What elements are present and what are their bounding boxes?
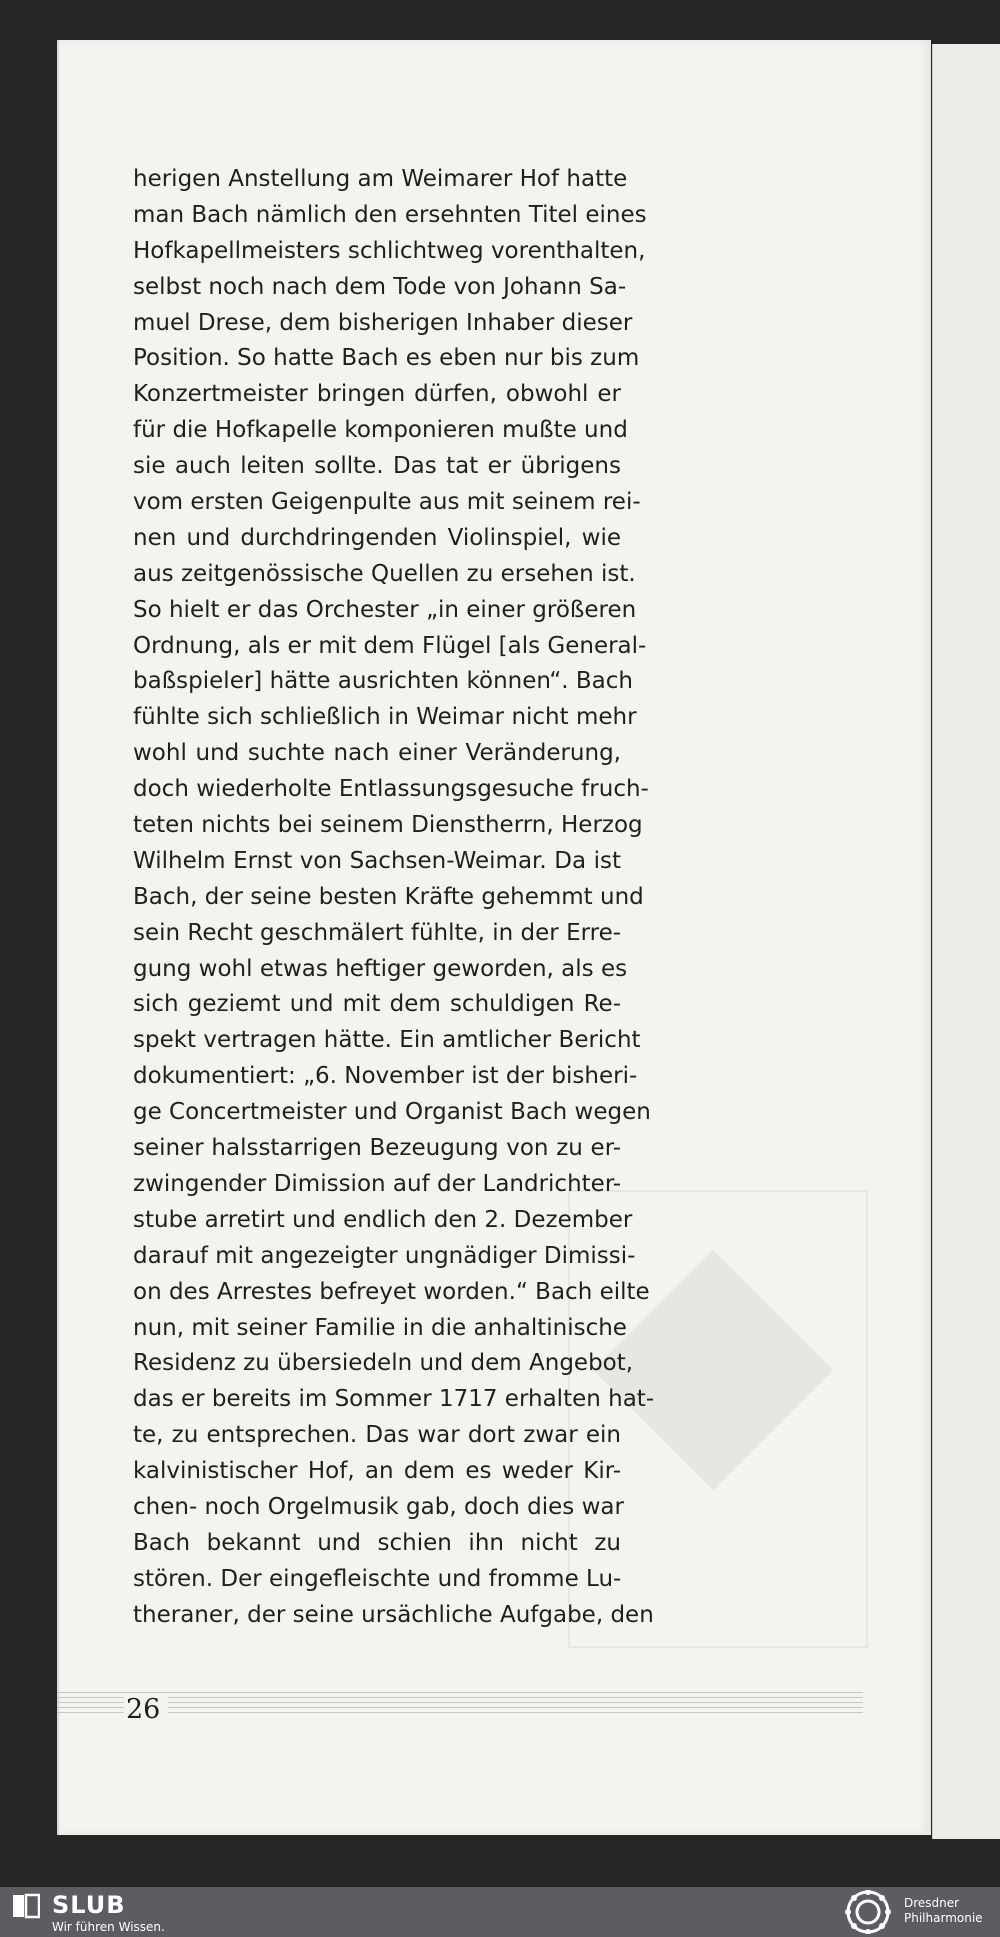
orchestra-name-line2: Philharmonie	[904, 1911, 983, 1925]
text-line: fühlte sich schließlich in Weimar nicht mehr	[133, 704, 637, 731]
orchestra-name-line1: Dresdner	[904, 1896, 960, 1910]
book-icon	[12, 1893, 40, 1919]
text-line: sie auch leiten sollte. Das tat er übrigens	[133, 453, 621, 480]
text-line: Wilhelm Ernst von Sachsen-Weimar. Da ist	[133, 847, 621, 874]
text-line: seiner halsstarrigen Bezeugung von zu er-	[133, 1135, 621, 1162]
text-line: on des Arrestes befreyet worden.“ Bach eilte	[133, 1278, 650, 1305]
text-line: zwingender Dimission auf der Landrichter-	[133, 1170, 622, 1197]
text-line: nen und durchdringenden Violinspiel, wie	[133, 524, 621, 551]
text-line: chen- noch Orgelmusik gab, doch dies war	[133, 1493, 624, 1520]
text-line: kalvinistischer Hof, an dem es weder Kir-	[133, 1458, 621, 1485]
text-line: man Bach nämlich den ersehnten Titel eines	[133, 201, 647, 228]
text-line: für die Hofkapelle komponieren mußte und	[133, 417, 628, 444]
text-line: sich geziemt und mit dem schuldigen Re-	[133, 991, 621, 1018]
text-line: Hofkapellmeisters schlichtweg vorenthalten,	[133, 237, 646, 264]
text-line: Bach bekannt und schien ihn nicht zu	[133, 1529, 621, 1556]
text-line: muel Drese, dem bisherigen Inhaber dieser	[133, 309, 633, 336]
text-line: Residenz zu übersiedeln und dem Angebot,	[133, 1350, 634, 1377]
library-tagline: Wir führen Wissen.	[52, 1920, 165, 1934]
body-text	[133, 162, 655, 1634]
text-line: So hielt er das Orchester „in einer größeren	[133, 596, 637, 623]
text-line: vom ersten Geigenpulte aus mit seinem rei-	[133, 489, 641, 516]
text-line: te, zu entsprechen. Das war dort zwar ein	[133, 1422, 621, 1449]
orchestra-logo-icon[interactable]	[840, 1890, 896, 1934]
facing-page-edge	[932, 44, 1000, 1839]
text-line: Position. So hatte Bach es eben nur bis zum	[133, 345, 640, 372]
orchestra-name	[904, 1896, 983, 1926]
text-line: theraner, der seine ursächliche Aufgabe, den	[133, 1601, 654, 1628]
text-line: wohl und suchte nach einer Veränderung,	[133, 740, 621, 767]
text-line: dokumentiert: „6. November ist der bisheri-	[133, 1063, 638, 1090]
text-line: aus zeitgenössische Quellen zu ersehen ist.	[133, 560, 636, 587]
page-number: 26	[124, 1694, 168, 1725]
text-line: nun, mit seiner Familie in die anhaltinische	[133, 1314, 627, 1341]
text-line: herigen Anstellung am Weimarer Hof hatte	[133, 166, 628, 192]
text-line: selbst noch nach dem Tode von Johann Sa-	[133, 273, 627, 300]
text-line: Konzertmeister bringen dürfen, obwohl er	[133, 381, 621, 408]
text-line: teten nichts bei seinem Dienstherrn, Herzog	[133, 812, 643, 839]
text-line: das er bereits im Sommer 1717 erhalten hat-	[133, 1386, 655, 1413]
library-logo-text[interactable]: SLUB	[52, 1891, 126, 1919]
text-line: baßspieler] hätte ausrichten können“. Bach	[133, 668, 633, 695]
footer-rule-lines	[57, 1692, 863, 1717]
text-line: sein Recht geschmälert fühlte, in der Erre-	[133, 919, 622, 946]
text-line: darauf mit angezeigter ungnädiger Dimissi-	[133, 1242, 636, 1269]
text-line: stören. Der eingefleischte und fromme Lu-	[133, 1565, 622, 1592]
text-line: ge Concertmeister und Organist Bach wegen	[133, 1099, 651, 1126]
text-line: stube arretirt und endlich den 2. Dezember	[133, 1206, 633, 1233]
text-line: Ordnung, als er mit dem Flügel [als General-	[133, 632, 647, 659]
text-line: gung wohl etwas heftiger geworden, als es	[133, 955, 628, 982]
text-line: Bach, der seine besten Kräfte gehemmt und	[133, 883, 644, 910]
text-line: doch wiederholte Entlassungsgesuche fruch-	[133, 776, 649, 803]
text-line: spekt vertragen hätte. Ein amtlicher Bericht	[133, 1027, 641, 1054]
